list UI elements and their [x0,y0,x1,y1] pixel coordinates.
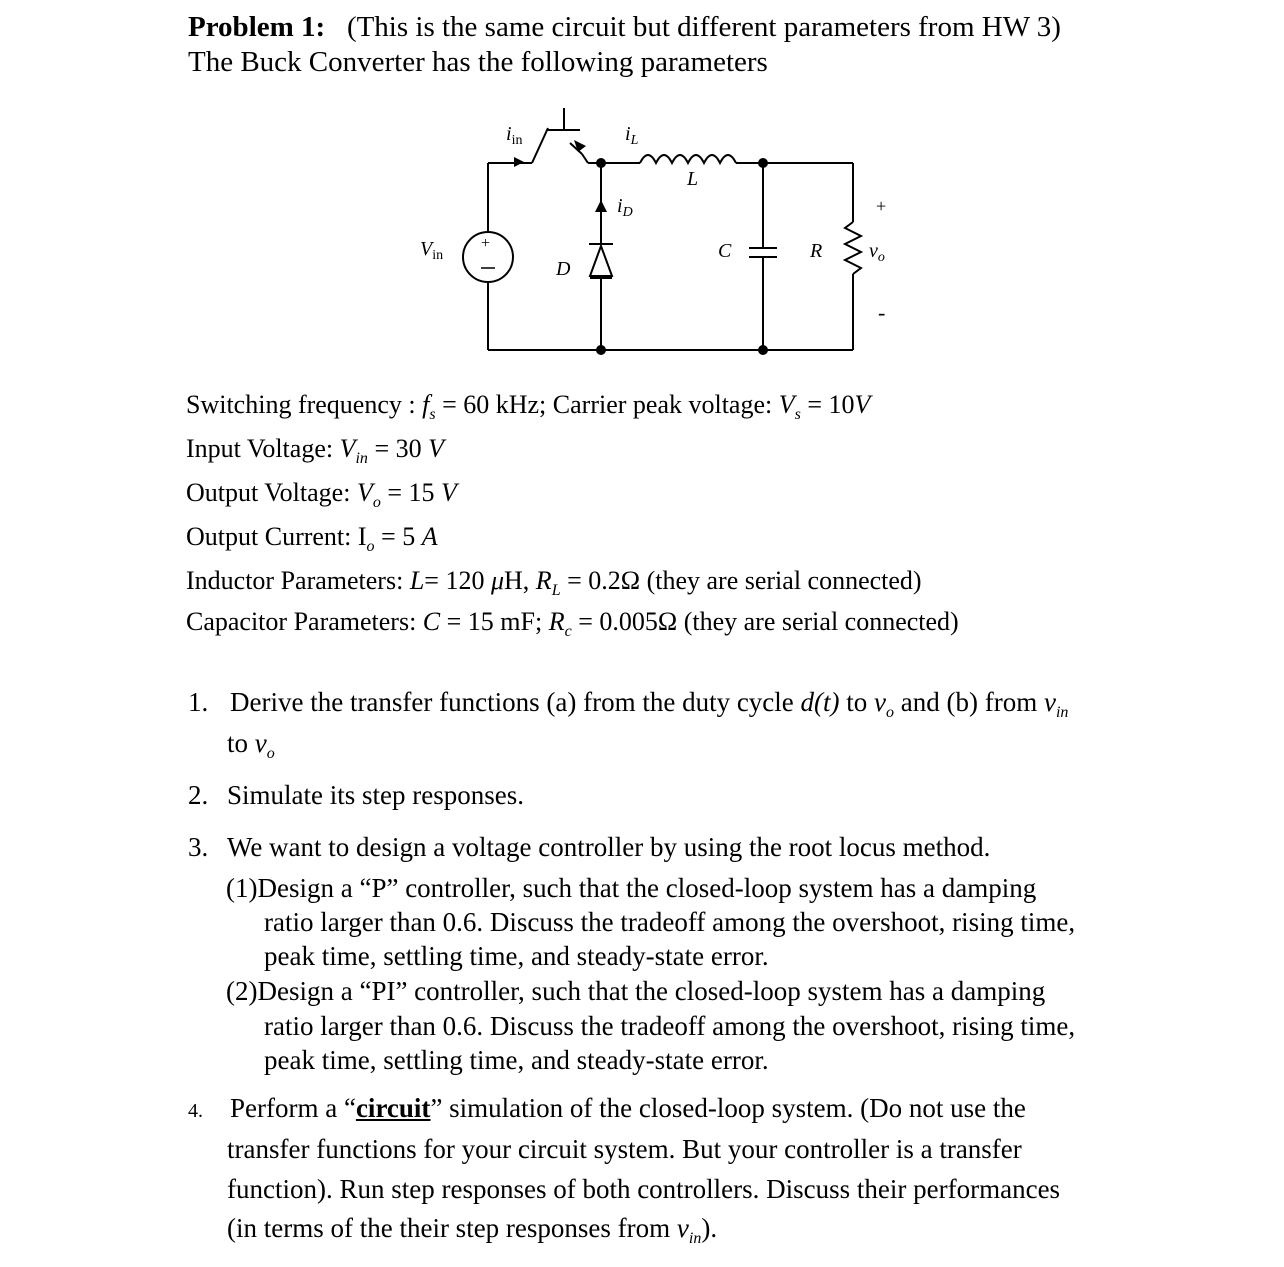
resistor-zigzag [845,222,861,274]
question-1-line2: to $v_o$ [227,728,275,762]
label-output-minus: - [878,300,886,325]
node-top-cap [758,158,768,168]
question-3-2-line3: peak time, settling time, and steady-state error. [264,1045,769,1075]
node-top-diode [596,158,606,168]
question-4-line3: function). Run step responses of both controllers. Discuss their performances [227,1174,1061,1204]
question-3-2-line2: ratio larger than 0.6. Discuss the tradeoff among the overshoot, rising time, [264,1011,1076,1041]
i-in-arrow [514,157,524,167]
param-output-current: Output Current: $I_o = 5$ A [186,522,438,555]
question-2: 2. Simulate its step responses. [188,780,524,810]
question-3: 3. We want to design a voltage controller by using the root locus method. [188,832,991,862]
param-output-voltage: Output Voltage: $V_o = 15$ V [186,478,457,511]
question-4-line4: (in terms of the their step responses from $v_{in}$). [227,1213,718,1247]
label-i-in: $i_{in}$ [506,123,523,148]
question-4: 4. Perform a “circuit” simulation of the closed-loop system. (Do not use the [188,1093,1026,1123]
buck-converter-circuit [0,0,1284,380]
label-output-plus: + [876,196,887,216]
label-v-in: $V_{in}$ [420,238,444,263]
diode-triangle [590,246,612,276]
label-v-o: $v_o$ [869,240,885,265]
i-d-arrow [595,200,607,212]
question-3-1-line1: (1)Design a “P” controller, such that the closed-loop system has a damping [226,873,1037,903]
question-1: 1. Derive the transfer functions (a) from the duty cycle d(t) to $v_o$ and (b) from $v_{in}$ [188,687,1069,721]
intro-text: The Buck Converter has the following parameters [188,46,768,78]
label-i-l: $i_L$ [625,123,639,148]
question-4-line2: transfer functions for your circuit system. But your controller is a transfer [227,1134,1022,1164]
problem-label: Problem 1: [188,11,326,43]
problem-note: (This is the same circuit but different parameters from HW 3) [346,11,1061,43]
question-3-1-line2: ratio larger than 0.6. Discuss the tradeoff among the overshoot, rising time, [264,907,1076,937]
param-input-voltage: Input Voltage: $V_{in} = 30$ V [186,434,444,467]
inductor-coil [640,155,736,163]
question-3-1-line3: peak time, settling time, and steady-state error. [264,941,769,971]
label-capacitor: C [718,240,732,262]
label-source-plus: + [481,235,491,252]
param-switching-frequency: Switching frequency : $f_s = 60$ kHz; Carrier peak voltage: $V_s = 10V$ [186,390,871,423]
node-bottom-cap [758,345,768,355]
label-resistor: R [810,240,823,262]
param-inductor: Inductor Parameters: L= 120 μH, $R_L = 0.2\Omega$ (they are serial connected) [186,566,922,599]
param-capacitor: Capacitor Parameters: C = 15 mF; $R_c = 0.005\Omega$ (they are serial connected) [186,607,959,640]
node-bottom-diode [596,345,606,355]
label-diode: D [556,258,571,280]
question-3-2-line1: (2)Design a “PI” controller, such that the closed-loop system has a damping [226,976,1046,1006]
label-i-d: $i_D$ [617,195,633,220]
label-inductor: L [687,168,699,190]
switch-blade [532,128,548,163]
switch-arrow-head [574,140,586,152]
